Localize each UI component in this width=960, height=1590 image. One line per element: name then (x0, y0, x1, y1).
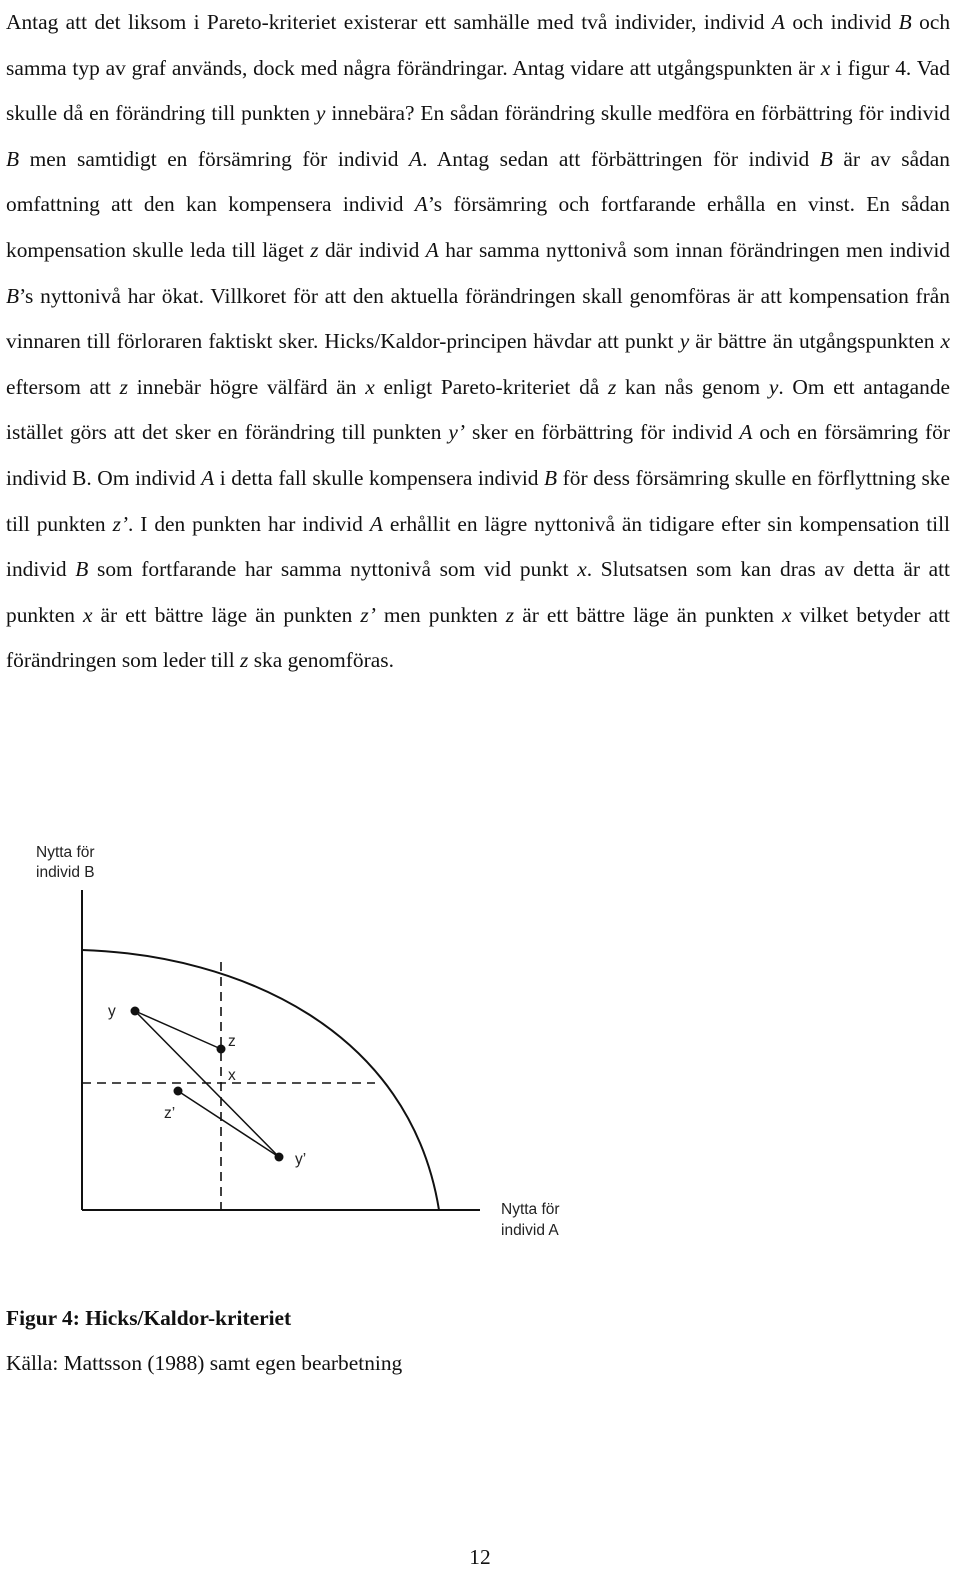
utility-frontier-curve (82, 950, 439, 1210)
italic-term: B (75, 557, 89, 582)
italic-term: B (544, 465, 558, 490)
line-z-prime-y-prime (178, 1091, 279, 1157)
italic-term: y (315, 101, 326, 126)
italic-term: z (240, 648, 249, 673)
text-run: som fortfarande har samma nyttonivå som vid punkt (88, 557, 578, 582)
text-run: är av sådan omfattning att den kan kompensera individ (6, 146, 950, 217)
text-run: erhållit en lägre nyttonivå än tidigare efter sin kompensation till individ (6, 511, 950, 582)
text-run: men punkten (375, 602, 506, 627)
x-axis-label-line2: individ A (501, 1222, 559, 1239)
text-run: innebära? En sådan förändring skulle medföra en förbättring för individ (325, 101, 950, 126)
italic-term: x (365, 374, 375, 399)
text-run: ska genomföras. (248, 648, 394, 673)
italic-term: A (414, 192, 428, 217)
italic-term: x (940, 329, 950, 354)
text-run: Antag att det liksom i Pareto-kriteriet existerar ett samhälle med två individer, individ (6, 10, 772, 34)
italic-term: B (6, 146, 20, 171)
text-run: och en försämring för individ B. Om individ (6, 420, 950, 490)
italic-term: z (505, 602, 515, 627)
label-z: z (228, 1033, 236, 1050)
text-run: . Slutsatsen som kan dras av detta är att punkten (6, 557, 950, 627)
x-axis-label-line1: Nytta för (501, 1201, 560, 1218)
text-run: ’s försämring och fortfarande erhålla en vinst. En sådan kompensation skulle leda till läget (6, 192, 950, 262)
italic-term: B (898, 10, 912, 34)
label-y: y (108, 1003, 116, 1020)
text-run: har samma nyttonivå som innan förändringen men individ (438, 237, 951, 262)
text-run: sker en förbättring för individ (465, 420, 740, 445)
italic-term: y (768, 374, 779, 399)
italic-term: z (607, 374, 617, 399)
italic-term: A (409, 146, 423, 171)
label-x: x (228, 1067, 236, 1084)
italic-term: B (819, 146, 833, 171)
point-z (217, 1045, 226, 1054)
italic-term: A (739, 420, 753, 445)
point-y (131, 1007, 140, 1016)
y-axis-label-line1: Nytta för (36, 844, 95, 861)
text-run: och samma typ av graf används, dock med några förändringar. Antag vidare att utgångspunkten är (6, 10, 951, 80)
text-run: är bättre än utgångspunkten (689, 329, 941, 354)
italic-term: x (782, 602, 792, 627)
label-z-prime: z’ (164, 1105, 176, 1122)
text-run: är ett bättre läge än punkten (92, 602, 361, 627)
figure-source: Källa: Mattsson (1988) samt egen bearbetning (6, 1351, 403, 1375)
italic-term: y’ (448, 420, 466, 445)
text-run: i figur 4. Vad skulle då en förändring till punkten (6, 55, 950, 126)
italic-term: z (119, 374, 128, 399)
text-run: innebär högre välfärd än (128, 374, 366, 399)
text-run: . Om ett antagande istället görs att det sker en förändring till punkten (6, 374, 951, 445)
italic-term: A (771, 10, 785, 34)
body-paragraph (6, 0, 950, 684)
text-run: men samtidigt en försämring för individ (19, 146, 410, 171)
text-run: där individ (318, 237, 426, 262)
italic-term: x (577, 557, 587, 582)
point-y-prime (275, 1153, 284, 1162)
text-run: och individ (784, 10, 899, 34)
text-run: . Antag sedan att förbättringen för individ (422, 146, 820, 171)
point-z-prime (174, 1087, 183, 1096)
text-run: ’s nyttonivå har ökat. Villkoret för att den aktuella förändringen skall genomföras är att kompensation från vinnaren till förloraren faktiskt sker. Hicks/Kaldor-principen hävdar att punkt (6, 283, 950, 354)
italic-term: y (679, 329, 690, 354)
text-run: eftersom att (6, 374, 120, 399)
italic-term: z’ (360, 602, 376, 627)
text-run: är ett bättre läge än punkten (514, 602, 783, 627)
italic-term: z’ (112, 511, 129, 536)
italic-term: B (6, 283, 20, 308)
line-y-y-prime (135, 1011, 279, 1157)
text-run: . I den punkten har individ (128, 511, 370, 536)
italic-term: A (201, 465, 215, 490)
page-number: 12 (469, 1545, 491, 1569)
italic-term: A (369, 511, 383, 536)
line-y-z (135, 1011, 221, 1049)
text-run: vilket betyder att förändringen som leder till (6, 602, 950, 673)
label-y-prime: y’ (295, 1151, 307, 1168)
text-run: i detta fall skulle kompensera individ (214, 465, 545, 490)
figure-caption: Figur 4: Hicks/Kaldor-kriteriet (6, 1306, 292, 1330)
y-axis-label-line2: individ B (36, 864, 95, 881)
italic-term: x (82, 602, 93, 627)
italic-term: x (820, 55, 831, 80)
text-run: enligt Pareto-kriteriet då (374, 374, 608, 399)
italic-term: z (310, 237, 319, 262)
hicks-kaldor-figure (0, 830, 960, 1300)
text-run: för dess försämring skulle en förflyttning ske till punkten (6, 465, 950, 536)
italic-term: A (425, 237, 439, 262)
text-run: kan nås genom (616, 374, 769, 399)
